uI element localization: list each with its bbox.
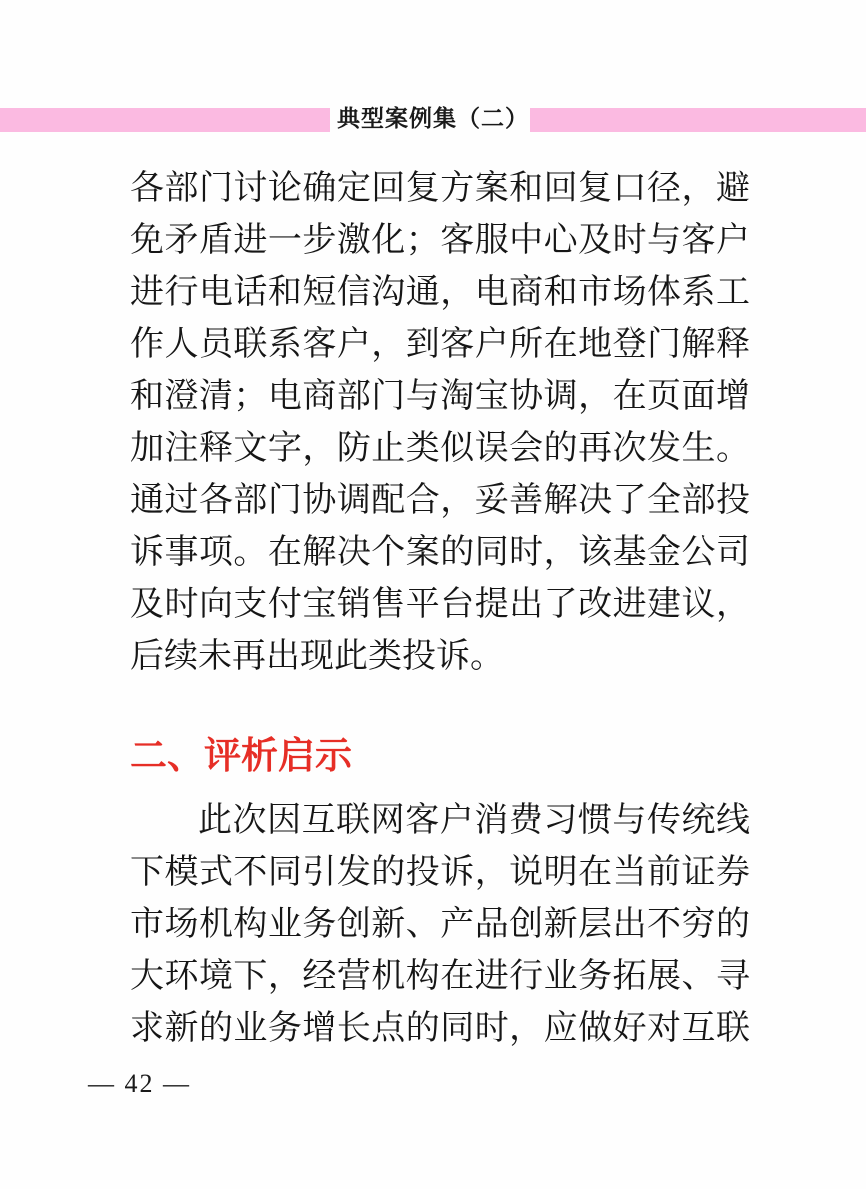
paragraph-line: 后续未再出现此类投诉。 [130,638,504,675]
paragraph-line: 加注释文字，防止类似误会的再次发生。 [130,430,750,467]
paragraph-line: 下模式不同引发的投诉，说明在当前证券 [130,854,750,891]
section-heading: 二、评析启示 [130,735,352,776]
paragraph-line: 大环境下，经营机构在进行业务拓展、寻 [130,958,750,995]
paragraph-line: 此次因互联网客户消费习惯与传统线 [198,802,750,839]
paragraph-line: 和澄清；电商部门与淘宝协调，在页面增 [130,378,750,415]
paragraph-line: 诉事项。在解决个案的同时，该基金公司 [130,534,750,571]
running-title: 典型案例集（二） [337,105,529,131]
paragraph-1 [130,163,750,683]
paragraph-line: 各部门讨论确定回复方案和回复口径，避 [130,170,750,207]
page-number: — 42 — [88,1069,191,1098]
paragraph-line: 免矛盾进一步激化；客服中心及时与客户 [130,222,750,259]
paragraph-line: 进行电话和短信沟通，电商和市场体系工 [130,274,750,311]
paragraph-line: 通过各部门协调配合，妥善解决了全部投 [130,482,750,519]
paragraph-line: 及时向支付宝销售平台提出了改进建议， [130,586,750,623]
paragraph-line: 作人员联系客户，到客户所在地登门解释 [130,326,750,363]
paragraph-line: 求新的业务增长点的同时，应做好对互联 [130,1010,750,1047]
paragraph-2 [130,795,750,1055]
paragraph-line: 市场机构业务创新、产品创新层出不穷的 [130,906,750,943]
